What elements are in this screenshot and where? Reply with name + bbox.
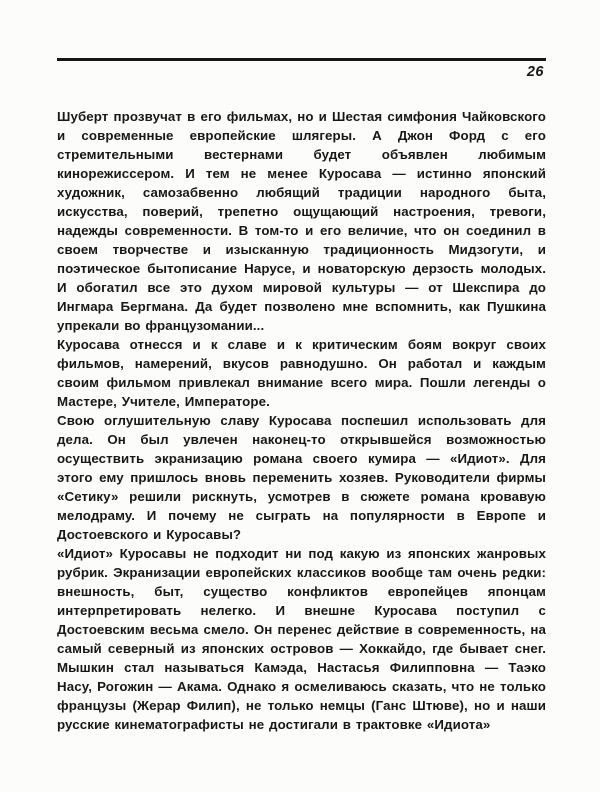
paragraph: «Идиот» Куросавы не подходит ни под какую из японских жанровых рубрик. Экранизации европейских классиков вообще там очень редки: внешность, быт, существо конфликтов европейцев японцам интерпретировать нелегко. И внешне Куросава поступил с Достоевским весьма смело. Он перенес действие в современность, на самый северный из японских островов — Хоккайдо, где бывает снег. Мышкин стал называться Камэда, Настасья Филипповна — Таэко Насу, Рогожин — Акама. Однако я осмеливаюсь сказать, что не только французы (Жерар Филип), не только немцы (Ганс Штюве), но и наши русские кинематографисты не достигали в трактовке «Идиота» [57,546,546,732]
page-body [57,107,546,734]
paragraph: Шуберт прозвучат в его фильмах, но и Шестая симфония Чайковского и современные европейские шлягеры. А Джон Форд с его стремительными вестернами будет объявлен любимым кинорежиссером. И тем не менее Куросава — истинно японский художник, самозабвенно любящий традиции народного быта, искусства, поверий, трепетно ощущающий настроения, тревоги, надежды современности. В том-то и его величие, что он соединил в своем творчестве и изысканную традиционность Мидзогути, и поэтическое бытописание Нарусе, и новаторскую дерзость молодых. И обогатил все это духом мировой культуры — от Шекспира до Ингмара Бергмана. Да будет позволено мне вспомнить, как Пушкина упрекали во французомании... [57,109,546,333]
paragraph: Свою оглушительную славу Куросава поспешил использовать для дела. Он был увлечен наконец-то открывшейся возможностью осуществить экранизацию романа своего кумира — «Идиот». Для этого ему пришлось вновь переменить хозяев. Руководители фирмы «Сетику» решили рискнуть, усмотрев в сюжете романа кровавую мелодраму. И почему не сыграть на популярности в Европе и Достоевского и Куросавы? [57,413,546,542]
paragraph: Куросава отнесся и к славе и к критическим боям вокруг своих фильмов, намерений, вкусов равнодушно. Он работал и каждым своим фильмом привлекал внимание всего мира. Пошли легенды о Мастере, Учителе, Императоре. [57,337,546,409]
page-content [57,58,546,734]
header-rule [57,58,546,61]
page-number: 26 [526,64,544,80]
